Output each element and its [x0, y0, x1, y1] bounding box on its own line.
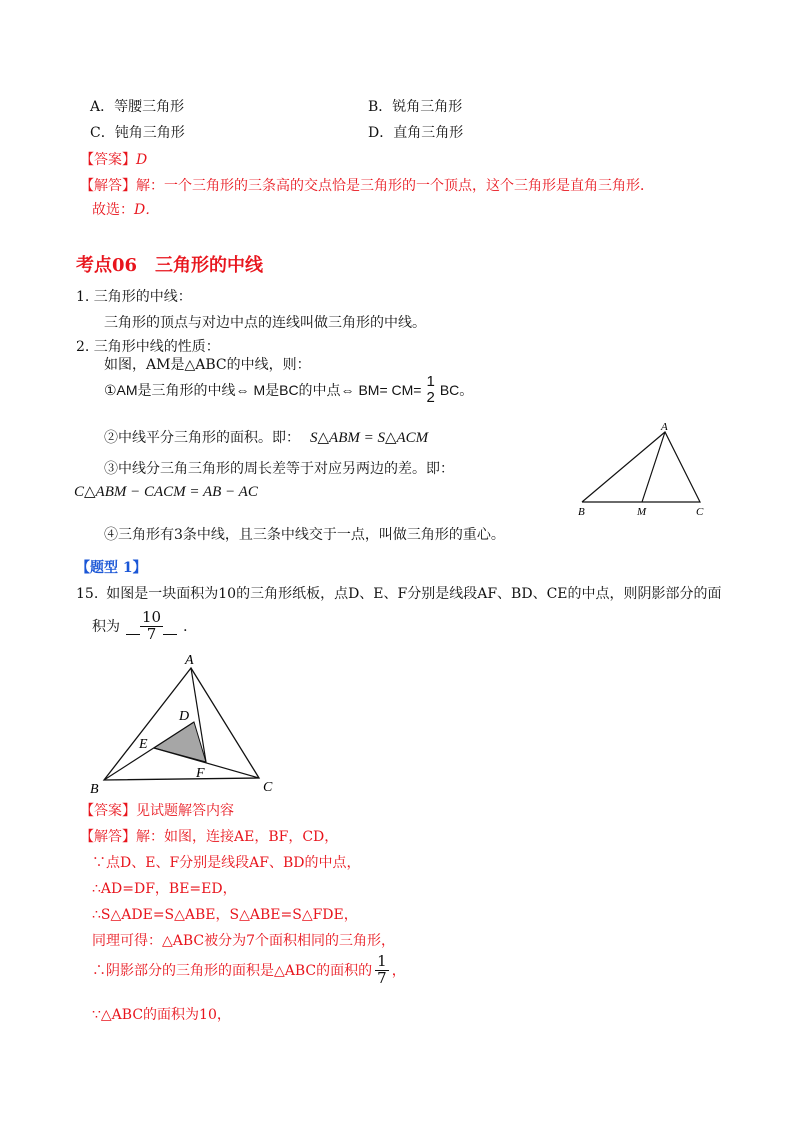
- sol15-explain-text: 解：如图，连接AE，BF，CD，: [136, 829, 339, 845]
- label-d2: D: [179, 709, 190, 724]
- q15-end: ．: [183, 619, 198, 636]
- property-3-formula: C△ABM − CACM = AB − AC: [74, 484, 258, 500]
- sol15-line5-text: ∴阴影部分的三角形的面积是△ABC的面积的: [92, 963, 373, 980]
- q15-text: [76, 583, 722, 603]
- item2-label: 2. 三角形中线的性质：: [76, 339, 220, 355]
- sol15-line6: ∵△ABC的面积为10，: [92, 1007, 231, 1023]
- option-b: B．锐角三角形: [368, 99, 463, 115]
- sol15-explain-tag: 【解答】: [80, 829, 136, 845]
- property-1: [104, 368, 473, 412]
- label-m: M: [637, 506, 647, 518]
- sol15-line2: ∴AD=DF，BE=ED，: [92, 881, 237, 897]
- label-a: A: [661, 421, 668, 433]
- label-b2: B: [90, 782, 99, 795]
- conclusion-value: D．: [134, 202, 160, 218]
- q15-body: 如图是一块面积为10的三角形纸板，点D、E、F分别是线段AF、BD、CE的中点，则阴影部分的面: [106, 586, 722, 602]
- property-4: ④三角形有3条中线，且三条中线交于一点，叫做三角形的重心。: [104, 527, 505, 543]
- shaded-triangle-figure: [84, 650, 284, 795]
- sol15-frac-den: 7: [377, 968, 387, 987]
- triangle-abc: [582, 432, 700, 502]
- sol15-answer-text: 见试题解答内容: [136, 803, 234, 819]
- median-figure: [570, 420, 720, 520]
- q15-text2: 积为: [92, 619, 120, 636]
- option-a: A．等腰三角形: [90, 99, 185, 115]
- property-1-end: BC。: [439, 382, 474, 398]
- label-c2: C: [263, 780, 273, 795]
- item1-definition: 三角形的顶点与对边中点的连线叫做三角形的中线。: [104, 315, 426, 331]
- q15-frac-den: 7: [146, 624, 157, 643]
- median-am: [642, 432, 665, 502]
- triangle-abc-outer: [104, 668, 259, 780]
- property-2-formula: S△ABM = S△ACM: [310, 429, 429, 446]
- sol15-line4: 同理可得：△ABC被分为7个面积相同的三角形，: [92, 933, 396, 949]
- sol15-line5-end: ，: [391, 963, 406, 980]
- property-1-text: ①AM是三角形的中线⇔ M是BC的中点⇔ BM= CM=: [104, 382, 422, 398]
- blank-left: [126, 634, 140, 635]
- q15-fraction: [140, 610, 163, 643]
- sol15-line1: ∵点D、E、F分别是线段AF、BD的中点，: [92, 855, 361, 871]
- option-d: D．直角三角形: [368, 125, 464, 141]
- property-3-text: ③中线分三角三角形的周长差等于对应另两边的差。即：: [104, 461, 454, 477]
- sol15-line5: [92, 954, 406, 987]
- q15-frac-num: 10: [142, 608, 162, 626]
- answer-value: D: [136, 152, 148, 168]
- q14-conclusion: [92, 199, 159, 219]
- q15-answer-line: [92, 610, 197, 643]
- label-c: C: [696, 506, 704, 518]
- sol15-answer: [80, 800, 234, 820]
- sol15-line3: ∴S△ADE=S△ABE，S△ABE=S△FDE，: [92, 907, 358, 923]
- label-b: B: [578, 506, 585, 518]
- label-f2: F: [196, 766, 205, 781]
- label-a2: A: [185, 653, 194, 668]
- fraction-num: 1: [426, 373, 435, 391]
- q14-answer-line: [80, 149, 147, 169]
- fraction-den: 2: [426, 389, 435, 406]
- item2-intro: 如图，AM是△ABC的中线，则：: [104, 357, 311, 373]
- conclusion-prefix: 故选：: [92, 202, 134, 218]
- sol15-fraction: [375, 954, 389, 987]
- fraction-half: [424, 374, 436, 406]
- explain-text: 解：一个三角形的三条高的交点恰是三角形的一个顶点，这个三角形是直角三角形．: [136, 178, 654, 194]
- section-title: 考点06 三角形的中线: [76, 255, 264, 276]
- q14-explain-line: [80, 175, 654, 195]
- property-2: [104, 427, 428, 447]
- label-e2: E: [139, 737, 148, 752]
- sol15-frac-num: 1: [377, 952, 387, 970]
- sol15-explain: [80, 826, 338, 846]
- blank-right: [163, 634, 177, 635]
- sol15-answer-tag: 【答案】: [80, 803, 136, 819]
- answer-tag: 【答案】: [80, 152, 136, 168]
- q15-number: 15.: [76, 586, 99, 602]
- option-c: C．钝角三角形: [90, 125, 185, 141]
- property-2-text: ②中线平分三角形的面积。即：: [104, 430, 300, 446]
- type-tag: 【题型 1】: [76, 560, 147, 576]
- item1-label: 1. 三角形的中线：: [76, 289, 192, 305]
- explain-tag: 【解答】: [80, 178, 136, 194]
